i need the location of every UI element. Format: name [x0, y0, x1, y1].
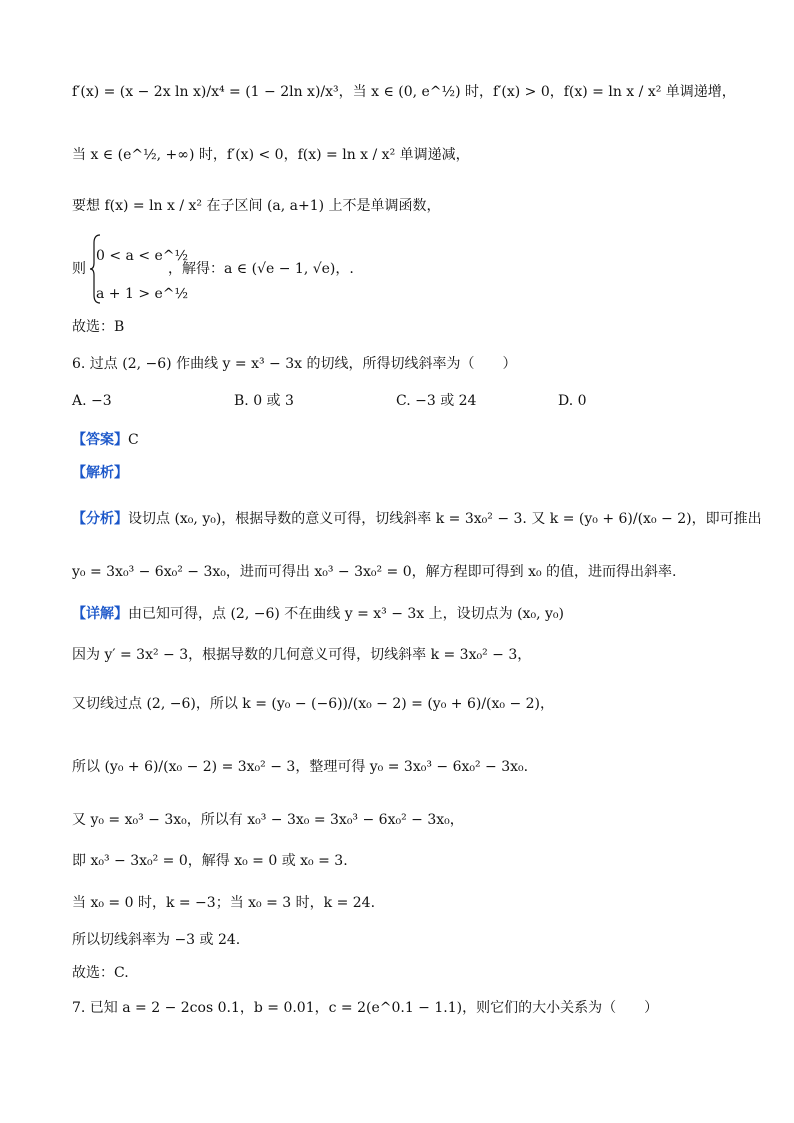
detail-line-7: 当 x₀ = 0 时，k = −3；当 x₀ = 3 时，k = 24.: [72, 895, 376, 911]
detail-line-4: 所以 (y₀ + 6)/(x₀ − 2) = 3x₀² − 3，整理可得 y₀ = 3x₀³ − 6x₀² − 3x₀.: [72, 759, 529, 775]
choice-line-5: 故选：B: [72, 319, 125, 335]
fenxi-text: 设切点 (x₀, y₀)，根据导数的意义可得，切线斜率 k = 3x₀² − 3. 又 k = (y₀ + 6)/(x₀ − 2)，即可推出: [128, 511, 762, 527]
system-solution: ，解得：a ∈ (√e − 1, √e)，.: [168, 261, 354, 277]
system-row-2: a + 1 > e^½: [96, 286, 189, 302]
answer-value: C: [128, 432, 139, 448]
option-a: A. −3: [72, 393, 112, 409]
detail-line-2: 因为 y′ = 3x² − 3，根据导数的几何意义可得，切线斜率 k = 3x₀² − 3，: [72, 647, 532, 663]
answer-tag: 【答案】: [72, 432, 128, 448]
fenxi-line-2: y₀ = 3x₀³ − 6x₀² − 3x₀，进而可得出 x₀³ − 3x₀² = 0，解方程即可得到 x₀ 的值，进而得出斜率.: [72, 564, 677, 580]
system-row-1: 0 < a < e^½: [96, 248, 189, 264]
answer-line: [72, 430, 139, 450]
analysis-tag: 【解析】: [72, 465, 128, 481]
decreasing-line: 当 x ∈ (e^½, +∞) 时，f′(x) < 0，f(x) = ln x / x² 单调递减，: [72, 147, 470, 163]
detail-line-8: 所以切线斜率为 −3 或 24.: [72, 932, 241, 948]
xiangjie-tag: 【详解】: [72, 606, 128, 622]
detail-line-6: 即 x₀³ − 3x₀² = 0，解得 x₀ = 0 或 x₀ = 3.: [72, 853, 348, 869]
detail-line-3: 又切线过点 (2, −6)，所以 k = (y₀ − (−6))/(x₀ − 2) = (y₀ + 6)/(x₀ − 2)，: [72, 696, 555, 712]
option-c: C. −3 或 24: [396, 393, 477, 409]
fenxi-tag: 【分析】: [72, 511, 128, 527]
xiangjie-line: [72, 604, 564, 624]
system-prefix: 则: [72, 261, 86, 277]
option-d: D. 0: [558, 393, 587, 409]
question-6: 6. 过点 (2, −6) 作曲线 y = x³ − 3x 的切线，所得切线斜率为（ ）: [72, 356, 517, 372]
derivative-line: f′(x) = (x − 2x ln x)/x⁴ = (1 − 2ln x)/x³，当 x ∈ (0, e^½) 时，f′(x) > 0，f(x) = ln x / x² 单调递增，: [72, 84, 736, 100]
condition-line: 要想 f(x) = ln x / x² 在子区间 (a, a+1) 上不是单调函数，: [72, 198, 441, 214]
detail-line-5: 又 y₀ = x₀³ − 3x₀，所以有 x₀³ − 3x₀ = 3x₀³ − 6x₀² − 3x₀，: [72, 812, 464, 828]
analysis-heading: [72, 463, 128, 483]
option-b: B. 0 或 3: [234, 393, 294, 409]
fenxi-line: [72, 509, 762, 529]
question-7: 7. 已知 a = 2 − 2cos 0.1，b = 0.01，c = 2(e^0.1 − 1.1)，则它们的大小关系为（ ）: [72, 1000, 659, 1016]
xiangjie-text: 由已知可得，点 (2, −6) 不在曲线 y = x³ − 3x 上，设切点为 (x₀, y₀): [128, 606, 564, 622]
detail-line-9: 故选：C.: [72, 965, 129, 981]
